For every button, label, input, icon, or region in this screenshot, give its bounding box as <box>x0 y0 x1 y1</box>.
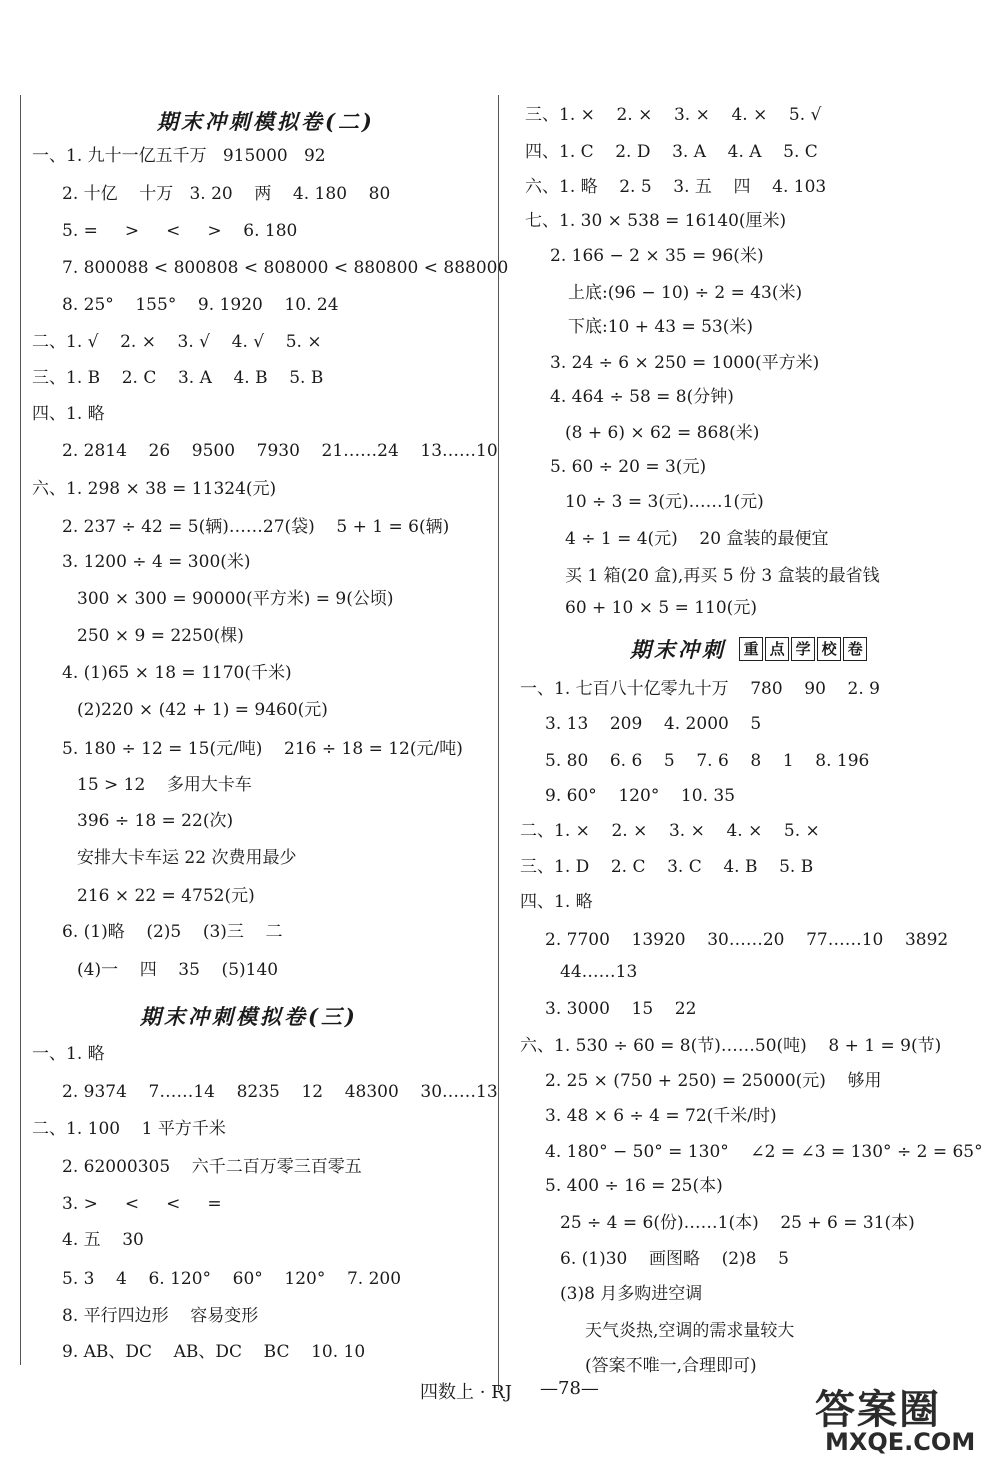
answer-line: 2. 2814 26 9500 7930 21……24 13……10 <box>62 441 498 461</box>
answer-line: (3)8 月多购进空调 <box>560 1284 703 1304</box>
section-title-mock-2: 期末冲刺模拟卷(二) <box>157 109 375 134</box>
answer-line: (2)220 × (42 + 1) = 9460(元) <box>77 700 328 720</box>
answer-line: 上底:(96 − 10) ÷ 2 = 43(米) <box>568 283 803 303</box>
answer-line: 5. 60 ÷ 20 = 3(元) <box>550 457 707 477</box>
answer-line: 25 ÷ 4 = 6(份)……1(本) 25 + 6 = 31(本) <box>560 1213 915 1233</box>
answer-line: 5. 3 4 6. 120° 60° 120° 7. 200 <box>62 1269 402 1289</box>
answer-line: 396 ÷ 18 = 22(次) <box>77 811 234 831</box>
page-number: —78— <box>540 1378 599 1399</box>
answer-line: 4. (1)65 × 18 = 1170(千米) <box>62 663 292 683</box>
answer-line: 一、1. 九十一亿五千万 915000 92 <box>32 146 326 166</box>
answer-line: (8 + 6) × 62 = 868(米) <box>565 423 760 443</box>
answer-line: 9. AB、DC AB、DC BC 10. 10 <box>62 1342 366 1362</box>
section-title-mock-3: 期末冲刺模拟卷(三) <box>140 1004 358 1029</box>
answer-line: 300 × 300 = 90000(平方米) = 9(公顷) <box>77 589 394 609</box>
answer-line: 三、1. D 2. C 3. C 4. B 5. B <box>520 857 814 877</box>
title-box: 点 <box>765 637 789 661</box>
answer-line: 安排大卡车运 22 次费用最少 <box>77 848 297 868</box>
answer-line: 三、1. B 2. C 3. A 4. B 5. B <box>32 368 324 388</box>
answer-line: 2. 237 ÷ 42 = 5(辆)……27(袋) 5 + 1 = 6(辆) <box>62 517 450 537</box>
answer-line: 七、1. 30 × 538 = 16140(厘米) <box>525 211 787 231</box>
answer-line: 44……13 <box>560 962 638 982</box>
answer-line: 9. 60° 120° 10. 35 <box>545 786 736 806</box>
answer-line: 6. (1)略 (2)5 (3)三 二 <box>62 922 283 942</box>
site-watermark <box>805 1378 995 1460</box>
answer-line: 60 + 10 × 5 = 110(元) <box>565 598 757 618</box>
answer-line: (4)一 四 35 (5)140 <box>77 960 279 980</box>
answer-line: 3. 1200 ÷ 4 = 300(米) <box>62 552 251 572</box>
answer-line: 4. 五 30 <box>62 1230 144 1250</box>
answer-line: 2. 7700 13920 30……20 77……10 3892 <box>545 930 949 950</box>
answer-line: 2. 62000305 六千二百万零三百零五 <box>62 1157 362 1177</box>
answer-line: 3. 13 209 4. 2000 5 <box>545 714 762 734</box>
answer-line: 买 1 箱(20 盒),再买 5 份 3 盒装的最省钱 <box>565 566 880 586</box>
answer-line: 2. 十亿 十万 3. 20 两 4. 180 80 <box>62 184 391 204</box>
answer-line: 六、1. 298 × 38 = 11324(元) <box>32 479 277 499</box>
answer-line: 5. = > < > 6. 180 <box>62 221 298 241</box>
answer-line: 8. 25° 155° 9. 1920 10. 24 <box>62 295 339 315</box>
answer-line: 216 × 22 = 4752(元) <box>77 886 255 906</box>
answer-line: 3. 24 ÷ 6 × 250 = 1000(平方米) <box>550 353 820 373</box>
answer-line: 下底:10 + 43 = 53(米) <box>568 317 753 337</box>
answer-line: 250 × 9 = 2250(棵) <box>77 626 244 646</box>
answer-line: 8. 平行四边形 容易变形 <box>62 1306 259 1326</box>
answer-line: 6. (1)30 画图略 (2)8 5 <box>560 1249 789 1269</box>
answer-line: 3. 3000 15 22 <box>545 999 697 1019</box>
footer-label: 四数上 · RJ <box>420 1382 512 1403</box>
watermark-logo-text: 答案圈 <box>815 1387 941 1433</box>
title-boxes <box>739 637 869 661</box>
answer-line: 二、1. × 2. × 3. × 4. × 5. × <box>520 821 820 841</box>
answer-line: 5. 400 ÷ 16 = 25(本) <box>545 1176 723 1196</box>
answer-line: 2. 166 − 2 × 35 = 96(米) <box>550 246 764 266</box>
answer-line: 四、1. 略 <box>520 892 593 912</box>
answer-line: 二、1. 100 1 平方千米 <box>32 1119 226 1139</box>
answer-line: 三、1. × 2. × 3. × 4. × 5. √ <box>525 105 822 125</box>
title-box: 校 <box>817 637 841 661</box>
answer-line: 4. 180° − 50° = 130° ∠2 = ∠3 = 130° ÷ 2 = 65° <box>545 1142 983 1162</box>
answer-line: 六、1. 530 ÷ 60 = 8(节)……50(吨) 8 + 1 = 9(节) <box>520 1036 942 1056</box>
answer-line: 六、1. 略 2. 5 3. 五 四 4. 103 <box>525 177 827 197</box>
answer-line: 四、1. C 2. D 3. A 4. A 5. C <box>525 142 818 162</box>
answer-line: 7. 800088 < 800808 < 808000 < 880800 < 888000 <box>62 258 509 278</box>
answer-line: 3. > < < = <box>62 1194 222 1214</box>
answer-line: 3. 48 × 6 ÷ 4 = 72(千米/时) <box>545 1106 777 1126</box>
key-school-title-text: 期末冲刺 <box>630 637 726 662</box>
answer-line: 10 ÷ 3 = 3(元)……1(元) <box>565 492 764 512</box>
answer-line: 2. 25 × (750 + 250) = 25000(元) 够用 <box>545 1071 882 1091</box>
answer-line: 二、1. √ 2. × 3. √ 4. √ 5. × <box>32 332 322 352</box>
answer-line: 5. 80 6. 6 5 7. 6 8 1 8. 196 <box>545 751 870 771</box>
title-box: 卷 <box>843 637 867 661</box>
answer-line: 四、1. 略 <box>32 404 105 424</box>
title-box: 学 <box>791 637 815 661</box>
left-margin-rule <box>20 95 21 1365</box>
answer-line: 5. 180 ÷ 12 = 15(元/吨) 216 ÷ 18 = 12(元/吨) <box>62 739 463 759</box>
answer-line: 2. 9374 7……14 8235 12 48300 30……13 <box>62 1082 498 1102</box>
answer-line: 一、1. 七百八十亿零九十万 780 90 2. 9 <box>520 679 880 699</box>
section-title-key-school <box>630 634 869 664</box>
answer-line: (答案不唯一,合理即可) <box>585 1356 757 1376</box>
answer-line: 4. 464 ÷ 58 = 8(分钟) <box>550 387 734 407</box>
answer-line: 天气炎热,空调的需求量较大 <box>585 1321 795 1341</box>
answer-line: 15 > 12 多用大卡车 <box>77 775 252 795</box>
watermark-url: MXQE.COM <box>825 1428 976 1456</box>
title-box: 重 <box>739 637 763 661</box>
answer-line: 一、1. 略 <box>32 1044 105 1064</box>
column-divider <box>498 95 499 1390</box>
answer-line: 4 ÷ 1 = 4(元) 20 盒装的最便宜 <box>565 529 829 549</box>
